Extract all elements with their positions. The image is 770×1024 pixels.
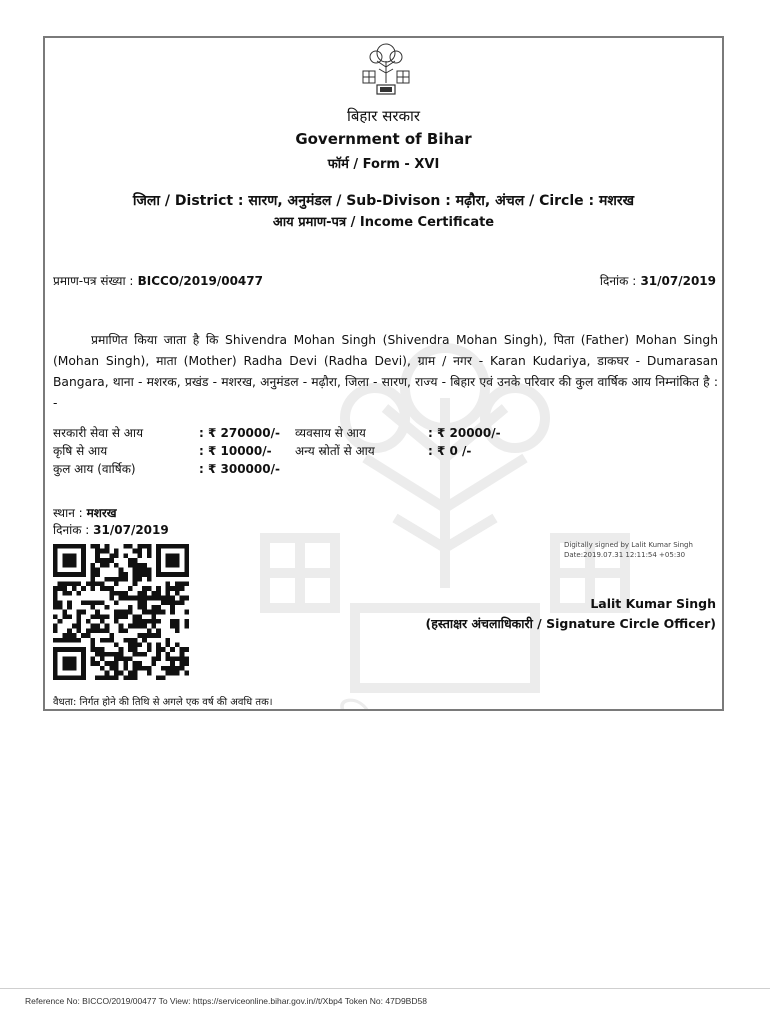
bihar-emblem-icon [355, 41, 417, 103]
org-name-english: Government of Bihar [295, 130, 472, 148]
footer-divider [0, 988, 770, 989]
issue-date-value: 31/07/2019 [93, 523, 169, 537]
income-table [53, 424, 501, 478]
certificate-date-value: 31/07/2019 [640, 274, 716, 288]
org-name-hindi: बिहार सरकार [346, 107, 421, 125]
govt-service-value: : ₹ 270000/- [199, 426, 280, 440]
place-label: स्थान : [53, 506, 83, 520]
certificate-number-value: BICCO/2019/00477 [137, 274, 263, 288]
signer-name: Lalit Kumar Singh [590, 596, 716, 611]
certificate-number [53, 272, 263, 289]
other-label: अन्य स्रोतों से आय [295, 444, 375, 458]
business-label: व्यवसाय से आय [295, 426, 366, 440]
certificate-date [600, 272, 716, 289]
digital-signature-date: Date:2019.07.31 12:11:54 +05:30 [564, 551, 686, 559]
certificate-body-text: प्रमाणित किया जाता है कि Shivendra Mohan Singh (Shivendra Mohan Singh), पिता (Father) Mohan Singh (Mohan Singh), माता (Mother) Radha Devi (Radha Devi), ग्राम / नगर - Karan Kudariya, डाकघर - Dumarasan Bangara, थाना - मशरक, प्रखंड - मशरख, अनुमंडल - मढ़ौरा, जिला - सारण, राज्य - बिहार एवं उनके परिवार की कुल वार्षिक आय निम्नांकित है : - [53, 333, 718, 410]
digital-signature-block [564, 540, 693, 560]
footer-reference: Reference No: BICCO/2019/00477 To View: https://serviceonline.bihar.gov.in//t/Xbp4 Token No: 47D9BD58 [25, 996, 427, 1006]
issue-date-line [53, 522, 169, 539]
agriculture-value: : ₹ 10000/- [199, 444, 272, 458]
agriculture-label: कृषि से आय [53, 444, 108, 458]
total-label: कुल आय (वार्षिक) [53, 462, 136, 476]
signer-block [426, 594, 717, 634]
certificate-frame [43, 36, 724, 749]
govt-service-label: सरकारी सेवा से आय [53, 426, 144, 440]
place-line [53, 505, 169, 522]
income-row [53, 424, 501, 442]
validity-note: वैधता: निर्गत होने की तिथि से अगले एक वर्ष की अवधि तक। [53, 697, 273, 708]
certificate-number-label: प्रमाण-पत्र संख्या : [53, 274, 134, 288]
other-value: : ₹ 0 /- [428, 444, 472, 458]
place-date-block [53, 505, 169, 539]
certificate-date-label: दिनांक : [599, 274, 637, 288]
signer-designation: (हस्ताक्षर अंचलाधिकारी / Signature Circle Officer) [425, 616, 716, 631]
district-line: जिला / District : सारण, अनुमंडल / Sub-Divison : मढ़ौरा, अंचल / Circle : मशरख [132, 193, 635, 209]
digital-signature-line: Digitally signed by Lalit Kumar Singh [564, 541, 693, 549]
watermark-text: बिहार सरकार [337, 698, 553, 749]
qr-code-icon [53, 544, 189, 680]
income-row [53, 460, 501, 478]
total-value: : ₹ 300000/- [199, 462, 280, 476]
income-row [53, 442, 501, 460]
certificate-title: आय प्रमाण-पत्र / Income Certificate [272, 215, 495, 230]
place-value: मशरख [86, 506, 117, 520]
issue-date-label: दिनांक : [53, 523, 90, 537]
business-value: : ₹ 20000/- [428, 426, 501, 440]
form-number: फॉर्म / Form - XVI [327, 157, 440, 172]
